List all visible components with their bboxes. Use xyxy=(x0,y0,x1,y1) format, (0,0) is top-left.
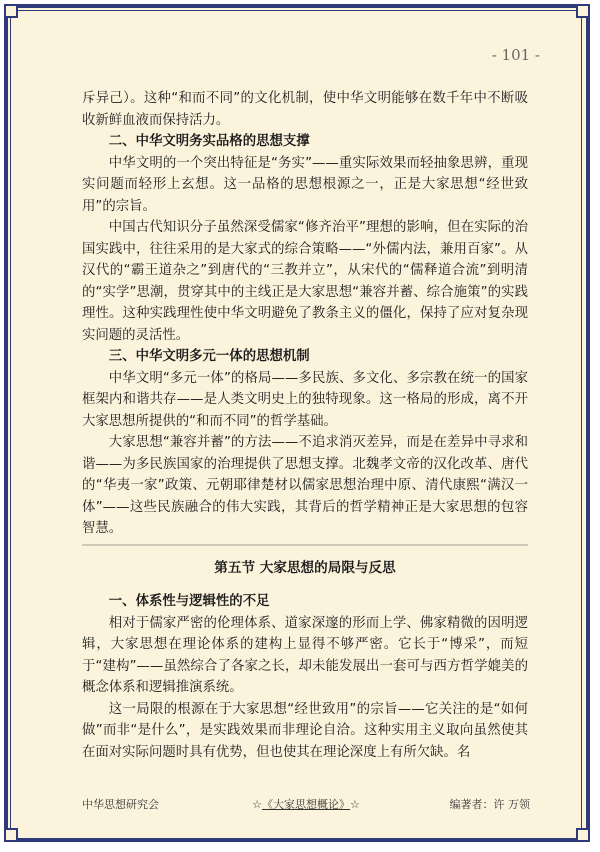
section-divider xyxy=(82,544,528,546)
book-title: 《大家思想概论》 xyxy=(262,798,350,811)
paragraph: 相对于儒家严密的伦理体系、道家深邃的形而上学、佛家精微的因明逻辑，大家思想在理论体系的建构上显得不够严密。它长于“博采”，而短于“建构”——虽然综合了各家之长，却未能发展出一套可与西方哲学媲美的概念体系和逻辑推演系统。 xyxy=(82,615,528,695)
corner-top-left xyxy=(4,4,18,18)
footer-organization: 中华思想研究会 xyxy=(82,798,159,811)
page-content xyxy=(82,88,528,763)
footer-author: 编著者：许 万领 xyxy=(449,798,530,811)
footer-book-title xyxy=(250,796,362,812)
page-footer xyxy=(82,796,530,816)
paragraph: 斥异己）。这种“和而不同”的文化机制，使中华文明能够在数千年中不断吸收新鲜血液而保持活力。 xyxy=(82,91,528,128)
star-icon: ☆ xyxy=(252,798,262,811)
paragraph: 中华文明的一个突出特征是“务实”——重实际效果而轻抽象思辨，重现实问题而轻形上玄想。这一品格的思想根源之一，正是大家思想“经世致用”的宗旨。 xyxy=(82,155,528,214)
paragraph: 大家思想“兼容并蓄”的方法——不追求消灭差异，而是在差异中寻求和谐——为多民族国家的治理提供了思想支撑。北魏孝文帝的汉化改革、唐代的“华夷一家”政策、元朝耶律楚材以儒家思想治理中原、清代康熙“满汉一体”——这些民族融合的伟大实践，其背后的哲学精神正是大家思想的包容智慧。 xyxy=(82,435,528,536)
subsection-heading: 一、体系性与逻辑性的不足 xyxy=(108,594,270,609)
paragraph: 这一局限的根源在于大家思想“经世致用”的宗旨——它关注的是“如何做”而非“是什么”，是实践效果而非理论自洽。这种实用主义取向虽然使其在面对实际问题时具有优势，但也使其在理论深度上有所欠缺。名 xyxy=(82,701,528,760)
page-number: - 101 - xyxy=(491,46,540,64)
corner-bottom-left xyxy=(4,828,18,842)
subsection-heading: 三、中华文明多元一体的思想机制 xyxy=(108,349,310,364)
subsection-heading: 二、中华文明务实品格的思想支撑 xyxy=(108,134,310,149)
corner-top-right xyxy=(576,4,590,18)
star-icon: ☆ xyxy=(350,798,360,811)
paragraph: 中华文明“多元一体”的格局——多民族、多文化、多宗教在统一的国家框架内和谐共存——是人类文明史上的独特现象。这一格局的形成，离不开大家思想所提供的“和而不同”的哲学基础。 xyxy=(82,370,528,429)
corner-bottom-right xyxy=(576,828,590,842)
paragraph: 中国古代知识分子虽然深受儒家“修齐治平”理想的影响，但在实际的治国实践中，往往采用的是大家式的综合策略——“外儒内法，兼用百家”。从汉代的“霸王道杂之”到唐代的“三教并立”，从宋代的“儒释道合流”到明清的“实学”思潮，贯穿其中的主线正是大家思想“兼容并蓄、综合施策”的实践理性。这种实践理性使中华文明避免了教条主义的僵化，保持了应对复杂现实问题的灵活性。 xyxy=(82,220,528,343)
section-title: 第五节 大家思想的局限与反思 xyxy=(214,559,396,576)
